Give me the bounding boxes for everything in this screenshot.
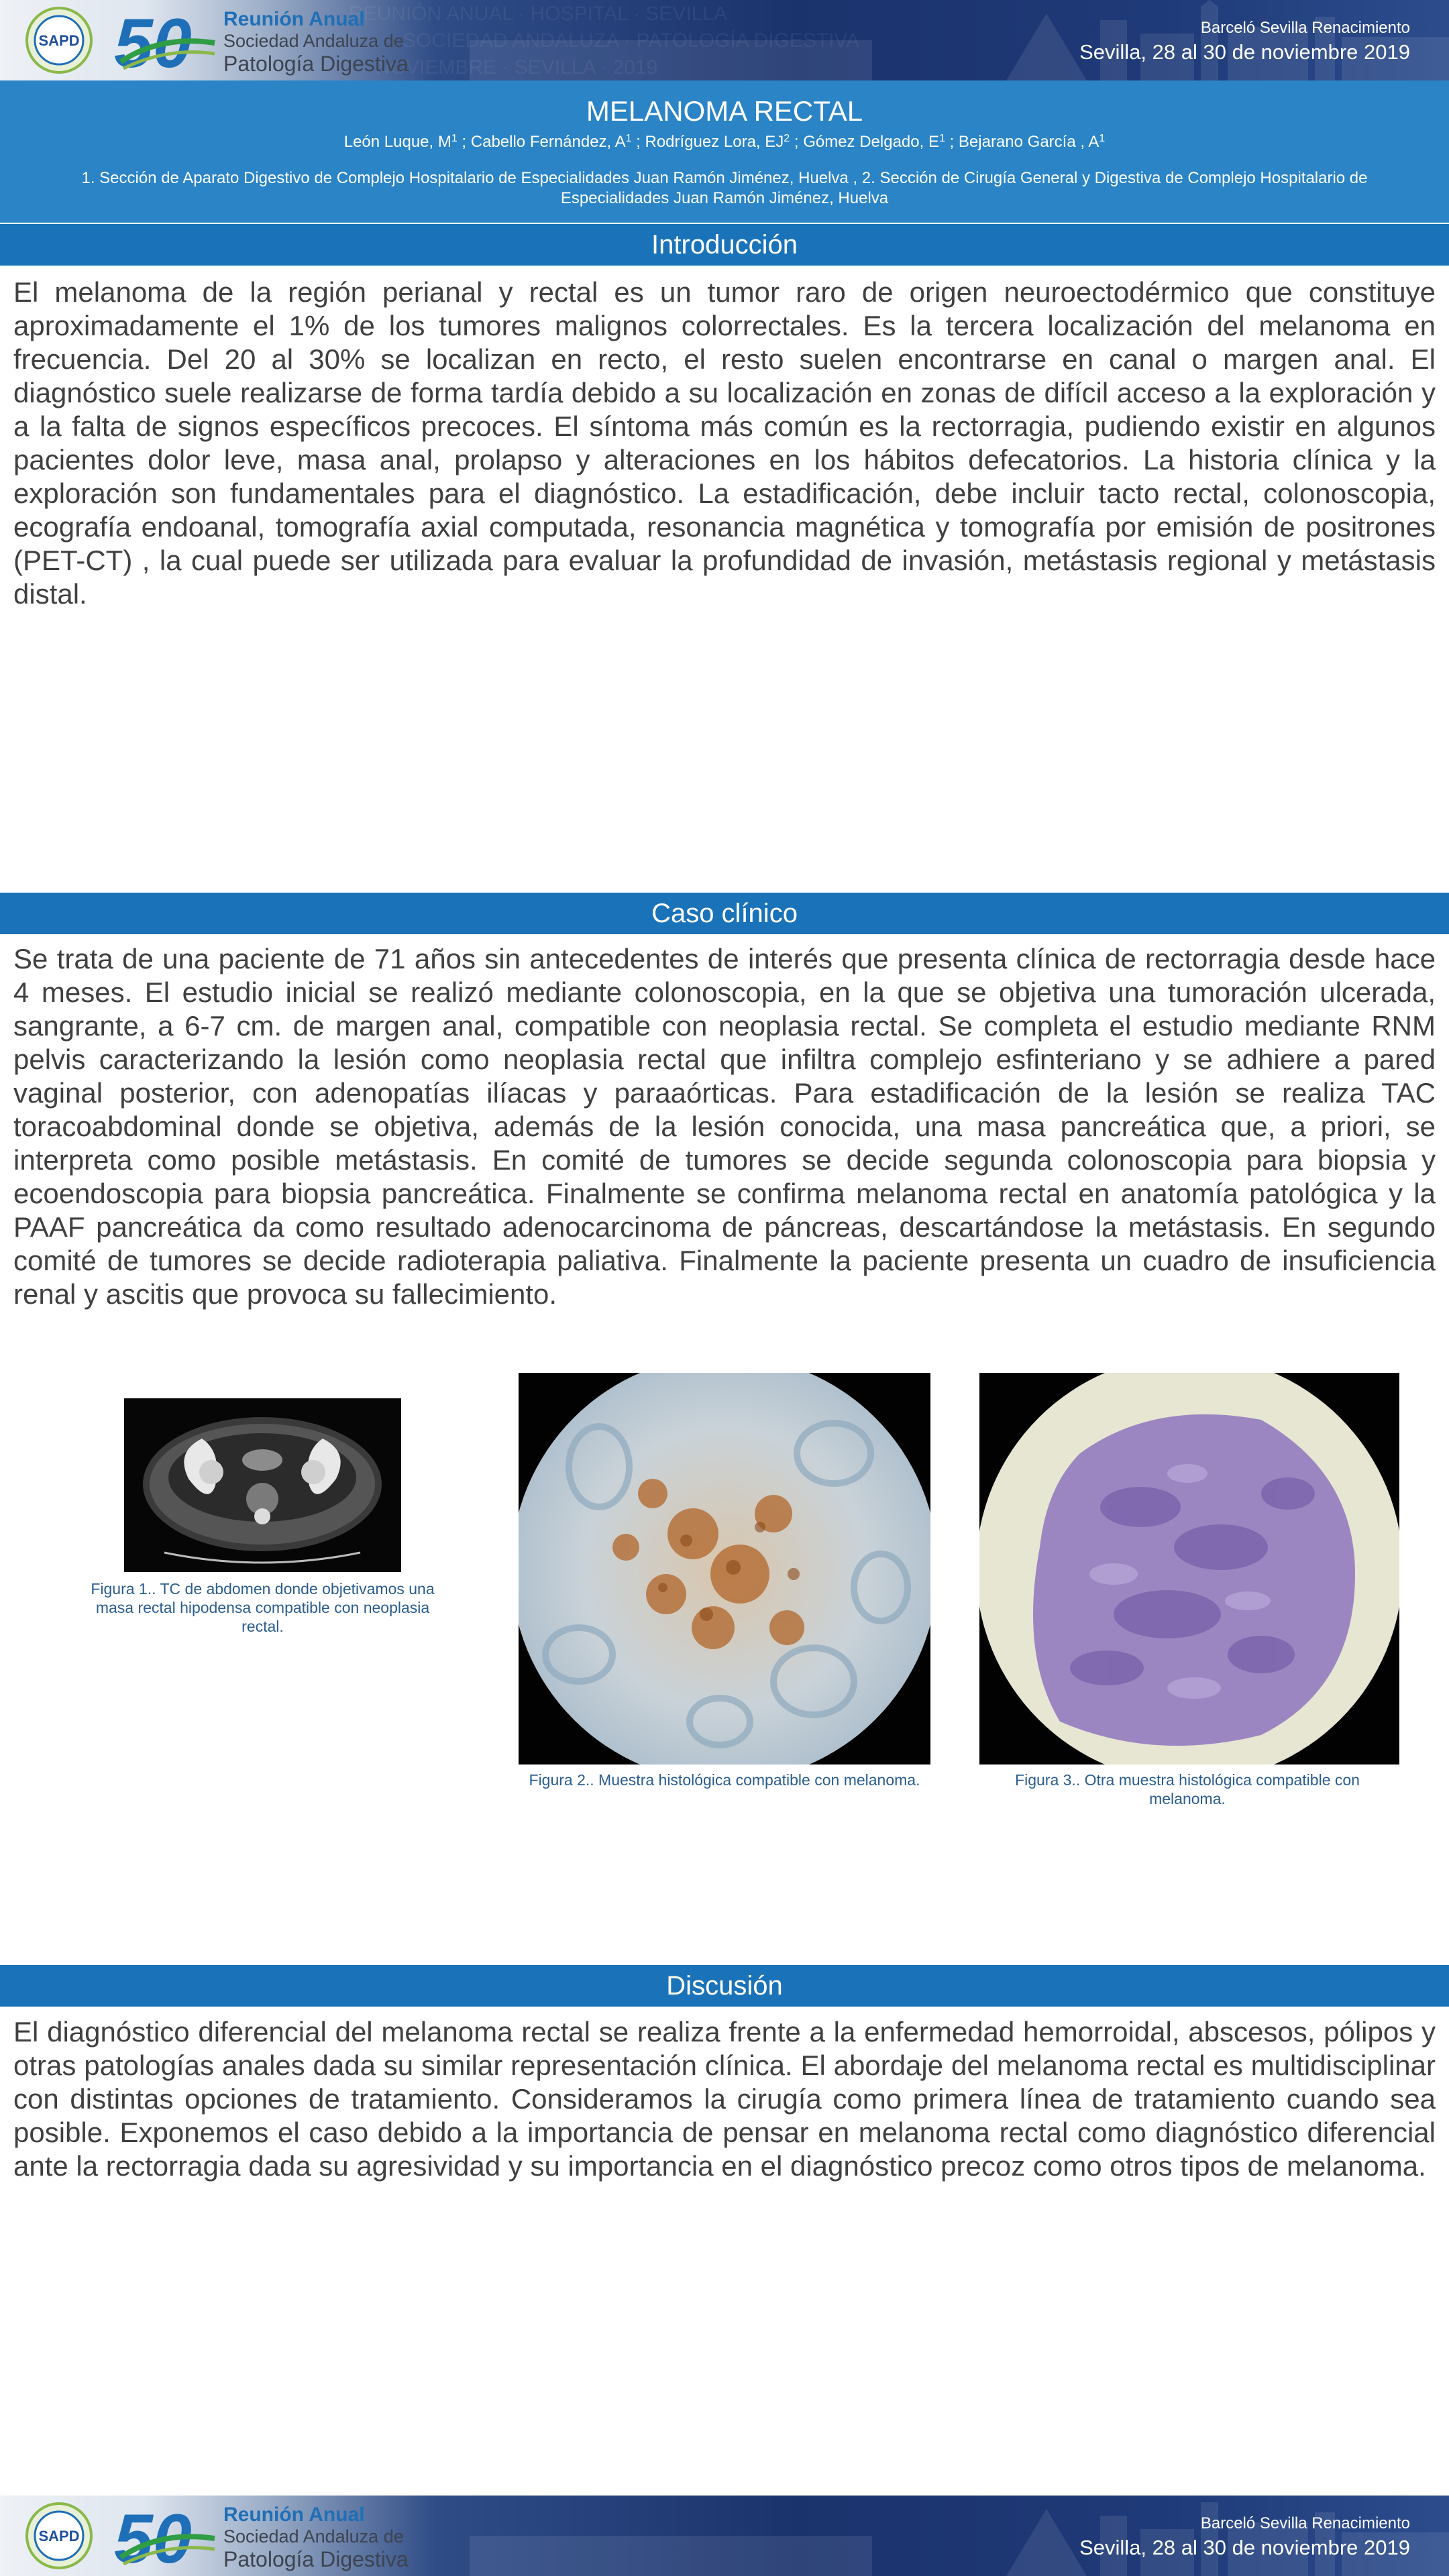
figure-2-caption: Figura 2.. Muestra histológica compatible con melanoma. [529,1771,920,1789]
venue-name: Barceló Sevilla Renacimiento [1200,2514,1410,2532]
venue-info [1079,2516,1410,2558]
venue-name: Barceló Sevilla Renacimiento [1200,19,1410,37]
title-block [0,80,1449,223]
svg-text:REUNIÓN ANUAL · HOSPITAL · SEV: REUNIÓN ANUAL · HOSPITAL · SEVILLA [349,3,728,25]
histology-melanoma-stain [519,1373,930,1765]
author-list [0,133,1449,152]
brand-line-1: Reunión Anual [223,8,365,30]
section-heading-discusion: Discusión [0,1965,1449,2007]
anniversary-number: 50 [114,8,192,74]
discussion-text: El diagnóstico diferencial del melanoma rectal se realiza frente a la enfermedad hemorroidal, abscesos, pólipos y otras patologías anales dada su similar representación clínica. El abordaje del melanoma rectal es multidisciplinar con distintas opciones de tratamiento. Consideramos la cirugía como primera línea de tratamiento cuando sea posible. Exponemos el caso debido a la importancia de pensar en melanoma rectal como diagnóstico diferencial ante la rectorragia dada su agresividad y su importancia en el diagnóstico precoz como otros tipos de melanoma. [13,2016,1436,2182]
poster-title: MELANOMA RECTAL [586,95,863,127]
affiliations: 1. Sección de Aparato Digestivo de Complejo Hospitalario de Especialidades Juan Ramón Jiménez, Huelva , 2. Sección de Cirugía General y Digestiva de Complejo Hospitalario de Especialidades Juan Ramón Jiménez, Huelva [81,169,1368,207]
sapd-logo [25,2502,93,2569]
congress-brand [223,9,409,74]
venue-dates: Sevilla, 28 al 30 de noviembre 2019 [1079,40,1410,64]
case-text: Se trata de una paciente de 71 años sin antecedentes de interés que presenta clínica de rectorragia desde hace 4 meses. El estudio inicial se realizó mediante colonoscopia, en la que se objetiva una tumoración ulcerada, sangrante, a 6-7 cm. de margen anal, compatible con neoplasia rectal. Se completa el estudio mediante RNM pelvis caracterizando la lesión como neoplasia rectal que infiltra complejo esfinteriano y se adhiere a pared vaginal posterior, con adenopatías ilíacas y paraaórticas. Para estadificación de la lesión se realiza TAC toracoabdominal donde se objetiva, además de la lesión conocida, una masa pancreática que, a priori, se interpreta como posible metástasis. En comité de tumores se decide segunda colonoscopia para biopsia y ecoendoscopia para biopsia pancreática. Finalmente se confirma melanoma rectal en anatomía patológica y la PAAF pancreática da como resultado adenocarcinoma de páncreas, descartándose la metástasis. En segundo comité de tumores se decide radioterapia paliativa. Finalmente la paciente presenta un cuadro de insuficiencia renal y ascitis que provoca su fallecimiento. [13,943,1436,1310]
figure-2-histology-image [519,1373,930,1765]
sapd-logo-text: SAPD [38,2528,80,2544]
fifty-anniversary-logo [114,2504,216,2569]
brand-line-1: Reunión Anual [223,2504,365,2526]
fifty-anniversary-logo [114,8,216,74]
author: Bejarano García , $A^1$ [958,133,1106,151]
venue-info [1079,20,1410,62]
brand-line-3: Patología Digestiva [223,52,409,76]
introduction-text: El melanoma de la región perianal y rectal es un tumor raro de origen neuroectodérmico que constituye aproximadamente el 1% de los tumores malignos colorrectales. Es la tercera localización del melanoma en frecuencia. Del 20 al 30% se localizan en recto, el resto suelen encontrarse en canal o margen anal. El diagnóstico suele realizarse de forma tardía debido a su localización en zonas de difícil acceso a la exploración y a la falta de signos específicos precoces. El síntoma más común es la rectorragia, pudiendo existir en algunos pacientes dolor leve, masa anal, prolapso y alteraciones en los hábitos defecatorios. La historia clínica y la exploración son fundamentales para el diagnóstico. La estadificación, debe incluir tacto rectal, colonoscopia, ecografía endoanal, tomografía axial computada, resonancia magnética y tomografía por emisión de positrones (PET-CT) , la cual puede ser utilizada para evaluar la profundidad de invasión, metástasis regional y metástasis distal. [13,276,1436,610]
author: Gómez Delgado, $E^1$ ; [803,133,959,151]
ct-scan-illustration [124,1398,401,1572]
figure-1-caption: Figura 1.. TC de abdomen donde objetivamos una masa rectal hipodensa compatible con neoplasia rectal. [91,1580,435,1635]
sapd-logo-text: SAPD [38,32,80,49]
anniversary-number: 50 [114,2504,192,2569]
brand-line-2: Sociedad Andaluza de [223,2526,404,2546]
figure-3-caption: Figura 3.. Otra muestra histológica compatible con melanoma. [1015,1771,1360,1807]
figure-3-histology-image [979,1373,1399,1765]
top-banner [0,0,1449,80]
sapd-logo [25,7,93,74]
author: León Luque, $M^1$ ; [343,133,471,151]
author: Rodríguez Lora, $EJ^2$ ; [645,133,804,151]
bottom-banner [0,2496,1449,2576]
section-heading-introduccion: Introducción [0,224,1449,266]
congress-brand [223,2505,409,2570]
svg-text:NOVIEMBRE · SEVILLA · 2019: NOVIEMBRE · SEVILLA · 2019 [376,56,658,78]
brand-line-2: Sociedad Andaluza de [223,31,404,51]
venue-dates: Sevilla, 28 al 30 de noviembre 2019 [1079,2536,1410,2559]
author: Cabello Fernández, $A^1$ ; [470,133,645,151]
svg-text:SOCIEDAD ANDALUZA · PATOLOGÍA: SOCIEDAD ANDALUZA · PATOLOGÍA DIGESTIVA [402,30,860,52]
figure-1-ct-image [124,1398,401,1572]
brand-line-3: Patología Digestiva [223,2547,409,2571]
histology-he-stain [979,1373,1399,1765]
section-heading-caso-clinico: Caso clínico [0,893,1449,934]
